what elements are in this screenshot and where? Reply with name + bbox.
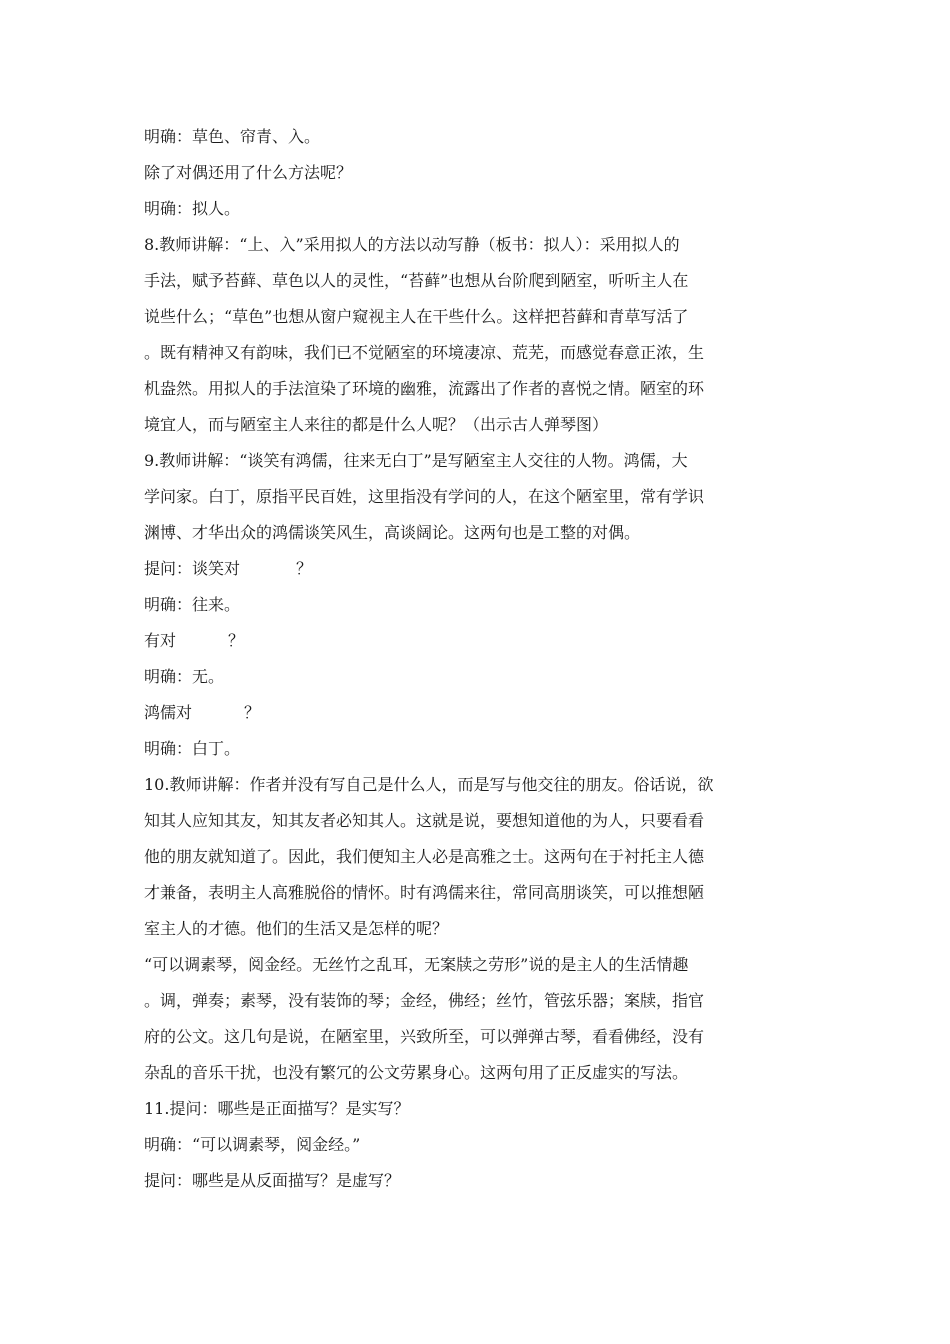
question-prompt: 有对 [144, 631, 177, 650]
text-line: 。调，弹奏；素琴，没有装饰的琴；金经，佛经；丝竹，管弦乐器；案牍，指官 [144, 991, 705, 1010]
text-line: 明确：往来。 [144, 595, 241, 614]
text-line: 明确：无。 [144, 667, 225, 686]
text-line: 知其人应知其友，知其友者必知其人。这就是说，要想知道他的为人，只要看看 [144, 811, 705, 830]
text-line: 学问家。白丁，原指平民百姓，这里指没有学问的人，在这个陋室里，常有学识 [144, 487, 705, 506]
text-line: 。既有精神又有韵味，我们已不觉陋室的环境凄凉、荒芜，而感觉春意正浓，生 [144, 343, 705, 362]
text-line: “可以调素琴，阅金经。无丝竹之乱耳，无案牍之劳形”说的是主人的生活情趣 [144, 955, 689, 974]
text-line: 他的朋友就知道了。因此，我们便知主人必是高雅之士。这两句在于衬托主人德 [144, 847, 705, 866]
text-line: 提问：哪些是从反面描写？是虚写？ [144, 1171, 401, 1190]
text-line: 明确：拟人。 [144, 199, 241, 218]
question-mark: ？ [244, 703, 261, 722]
text-line: 才兼备，表明主人高雅脱俗的情怀。时有鸿儒来往，常同高朋谈笑，可以推想陋 [144, 883, 705, 902]
question-prompt: 鸿儒对 [144, 703, 193, 722]
question-line [144, 698, 744, 734]
text-line: 府的公文。这几句是说，在陋室里，兴致所至，可以弹弹古琴，看看佛经，没有 [144, 1027, 705, 1046]
text-line: 明确：白丁。 [144, 739, 241, 758]
text-line: 机盎然。用拟人的手法渲染了环境的幽雅，流露出了作者的喜悦之情。陋室的环 [144, 379, 705, 398]
document-body [144, 122, 744, 1202]
text-line: 说些什么；“草色”也想从窗户窥视主人在干些什么。这样把苔藓和青草写活了 [144, 307, 689, 326]
text-line: 9.教师讲解：“谈笑有鸿儒，往来无白丁”是写陋室主人交往的人物。鸿儒，大 [144, 451, 688, 470]
question-mark: ？ [296, 559, 313, 578]
text-line: 境宜人，而与陋室主人来往的都是什么人呢？（出示古人弹琴图） [144, 415, 609, 434]
question-mark: ？ [228, 631, 245, 650]
text-line: 手法，赋予苔藓、草色以人的灵性，“苔藓”也想从台阶爬到陋室，听听主人在 [144, 271, 689, 290]
text-line: 室主人的才德。他们的生活又是怎样的呢？ [144, 919, 449, 938]
question-prompt: 提问：谈笑对 [144, 559, 241, 578]
text-line: 明确：“可以调素琴，阅金经。” [144, 1135, 361, 1154]
text-line: 除了对偶还用了什么方法呢？ [144, 163, 353, 182]
text-line: 明确：草色、帘青、入。 [144, 127, 321, 146]
text-line: 10.教师讲解：作者并没有写自己是什么人，而是写与他交往的朋友。俗话说，欲 [144, 775, 714, 794]
text-line: 8.教师讲解：“上、入”采用拟人的方法以动写静（板书：拟人）：采用拟人的 [144, 235, 680, 254]
text-line: 杂乱的音乐干扰，也没有繁冗的公文劳累身心。这两句用了正反虚实的写法。 [144, 1063, 689, 1082]
question-line [144, 554, 744, 590]
text-line: 渊博、才华出众的鸿儒谈笑风生，高谈阔论。这两句也是工整的对偶。 [144, 523, 641, 542]
question-line [144, 626, 744, 662]
text-line: 11.提问：哪些是正面描写？是实写？ [144, 1099, 410, 1118]
